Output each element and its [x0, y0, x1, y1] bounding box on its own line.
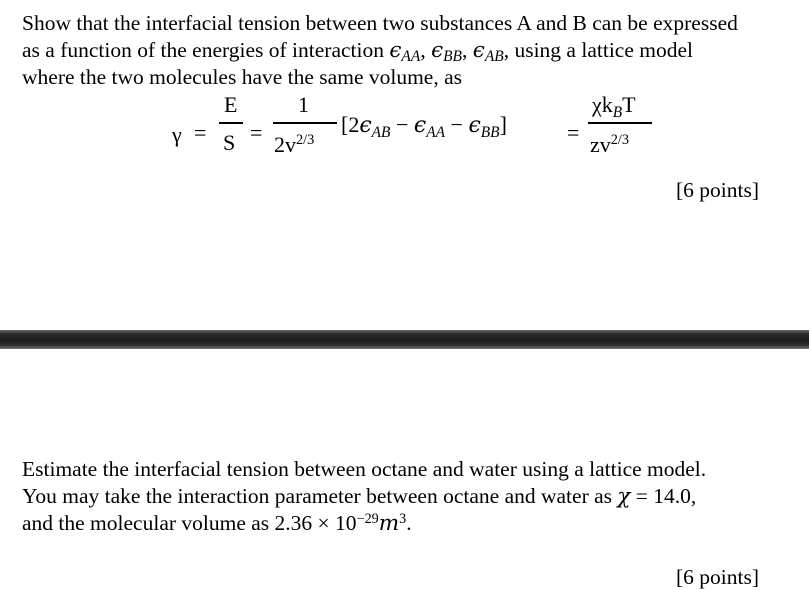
q1-points: [6 points]	[676, 178, 760, 202]
q1-line-1: Show that the interfacial tension between two substances A and B can be expressed	[22, 11, 738, 35]
eq-denominator-2v: $2v^{2/3}$	[274, 132, 315, 157]
q1-line-3: where the two molecules have the same volume, as	[22, 65, 463, 89]
eq-equals-1: =	[194, 120, 207, 145]
eq-gamma: γ	[172, 122, 182, 147]
section-divider	[0, 330, 809, 349]
question-1-text	[22, 10, 738, 91]
question-2-text	[22, 456, 706, 537]
eq-equals-3: =	[567, 120, 580, 145]
eq-denominator-S: S	[223, 130, 236, 155]
eq-numerator-E: E	[224, 92, 238, 117]
q2-line-1: Estimate the interfacial tension between octane and water using a lattice model.	[22, 457, 707, 481]
eq-bracket-expression: $[2\epsilon_{AB} - \epsilon_{AA} - \epsilon_{BB}]$	[341, 112, 507, 141]
eq-numerator-one: 1	[298, 92, 309, 117]
q2-line-2: You may take the interaction parameter between octane and water as χ = 14.0,	[22, 484, 697, 509]
q2-points: [6 points]	[676, 565, 760, 589]
eq-fraction-bar-2	[273, 122, 337, 124]
eq-fraction-bar-1	[219, 122, 243, 124]
eq-denominator-zv: $zv^{2/3}$	[590, 132, 630, 157]
q2-line-3: and the molecular volume as $2.36 \times 10^{-29}m^3$.	[22, 510, 412, 536]
eq-fraction-bar-3	[588, 122, 652, 124]
q1-line-2: as a function of the energies of interaction $\epsilon_{AA}$, $\epsilon_{BB}$, $\epsilon_{AB}$, using a lattice model	[22, 38, 693, 66]
eq-numerator-chi-kB-T: $\chi k_BT$	[592, 92, 636, 121]
eq-equals-2: =	[250, 120, 263, 145]
